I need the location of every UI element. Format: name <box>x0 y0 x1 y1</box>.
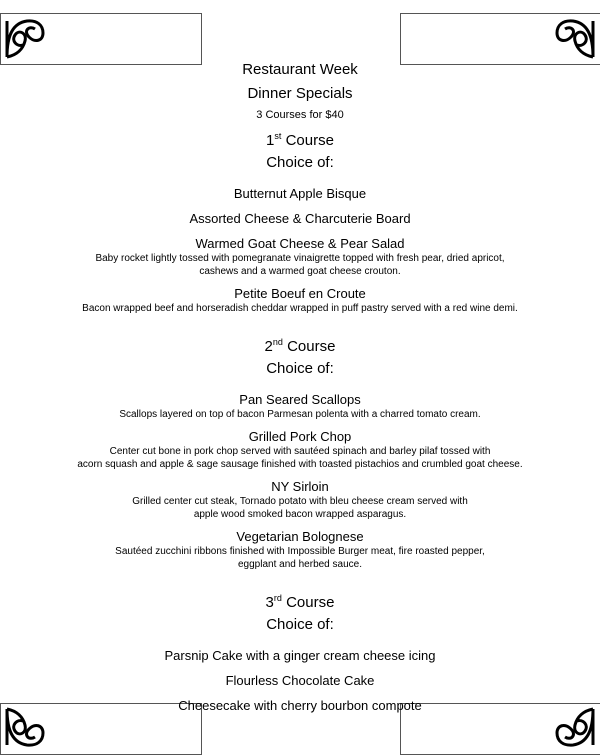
dish-name: Parsnip Cake with a ginger cream cheese icing <box>164 648 436 663</box>
course-heading: 3rd Course <box>265 593 335 611</box>
menu-title: Restaurant Week <box>242 61 358 78</box>
dish-name: NY Sirloin <box>271 479 329 494</box>
dish-description: Scallops layered on top of bacon Parmesan polenta with a charred tomato cream. <box>119 409 481 420</box>
course-heading: 2nd Course <box>264 337 336 355</box>
dish-description: apple wood smoked bacon wrapped asparagus. <box>193 509 407 520</box>
dish-name: Assorted Cheese & Charcuterie Board <box>189 211 411 226</box>
dish-description: eggplant and herbed sauce. <box>238 559 362 570</box>
menu <box>0 60 600 714</box>
dish-description: Grilled center cut steak, Tornado potato with bleu cheese cream served with <box>132 496 468 507</box>
dish-name: Cheesecake with cherry bourbon compote <box>178 698 422 713</box>
dish-description: Sautéed zucchini ribbons finished with Impossible Burger meat, fire roasted pepper, <box>115 546 485 557</box>
choice-label: Choice of: <box>266 154 334 171</box>
dish-description: Bacon wrapped beef and horseradish cheddar wrapped in puff pastry served with a red wine demi. <box>82 303 518 314</box>
dish-description: cashews and a warmed goat cheese crouton. <box>199 266 401 277</box>
choice-label: Choice of: <box>266 360 334 377</box>
dish-name: Petite Boeuf en Croute <box>234 286 366 301</box>
celtic-knot-icon <box>3 15 49 61</box>
dish-name: Flourless Chocolate Cake <box>225 673 375 688</box>
dish-description: acorn squash and apple & sage sausage finished with toasted pistachios and crumbled goat cheese. <box>77 459 523 470</box>
dish-description: Baby rocket lightly tossed with pomegranate vinaigrette topped with fresh pear, dried apricot, <box>95 253 505 264</box>
celtic-knot-icon <box>551 15 597 61</box>
dish-name: Grilled Pork Chop <box>248 429 352 444</box>
dish-description: Center cut bone in pork chop served with sautéed spinach and barley pilaf tossed with <box>109 446 491 457</box>
course-heading: 1st Course <box>266 131 334 149</box>
dish-name: Vegetarian Bolognese <box>236 529 364 544</box>
dish-name: Warmed Goat Cheese & Pear Salad <box>195 236 405 251</box>
menu-subtitle: Dinner Specials <box>247 85 353 102</box>
dish-name: Butternut Apple Bisque <box>233 186 367 201</box>
dish-name: Pan Seared Scallops <box>239 392 361 407</box>
choice-label: Choice of: <box>266 616 334 633</box>
price-line: 3 Courses for $40 <box>256 109 344 121</box>
